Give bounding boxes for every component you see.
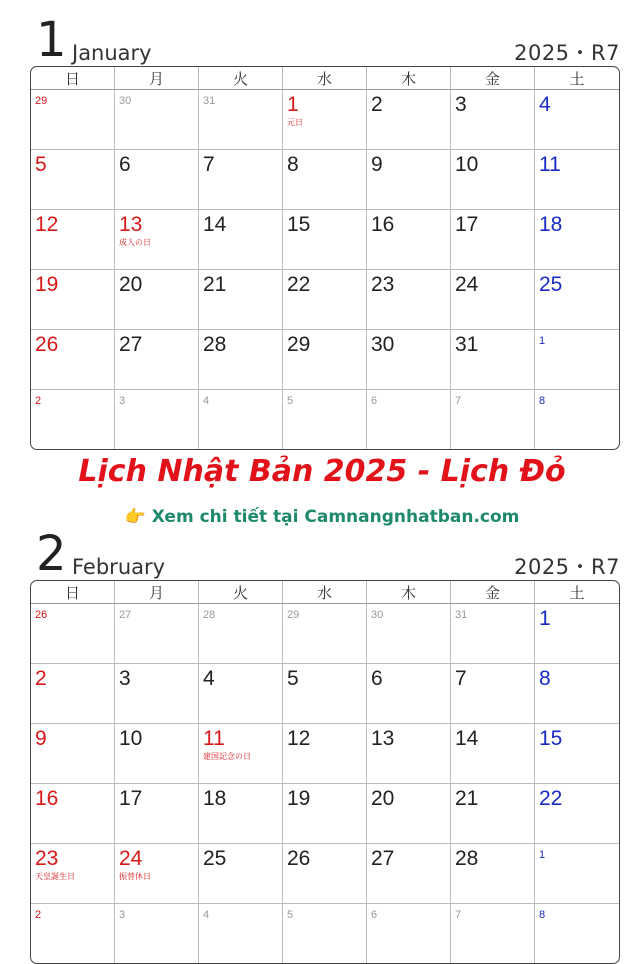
- day-cell[interactable]: [199, 904, 283, 963]
- holiday-name: 振替休日: [119, 872, 151, 881]
- holiday-name: 元日: [287, 118, 303, 127]
- weekday-header: 月: [115, 581, 199, 604]
- weekday-header: 土: [535, 67, 619, 90]
- banner-title: Lịch Nhật Bản 2025 - Lịch Đỏ: [78, 454, 566, 489]
- day-number: 23: [371, 273, 395, 296]
- day-cell[interactable]: [199, 784, 283, 844]
- day-number: 4: [203, 395, 210, 407]
- day-number: 5: [287, 395, 294, 407]
- day-number: 27: [119, 609, 132, 621]
- day-cell[interactable]: [115, 844, 199, 904]
- day-cell[interactable]: [199, 724, 283, 784]
- day-number: 21: [203, 273, 227, 296]
- day-cell[interactable]: [367, 724, 451, 784]
- week-row: [31, 844, 619, 904]
- day-cell[interactable]: [283, 210, 367, 270]
- weekday-header: 木: [367, 67, 451, 90]
- day-number: 6: [119, 153, 131, 176]
- day-cell[interactable]: [451, 664, 535, 724]
- year-label: 2025・R7: [514, 555, 620, 579]
- day-cell[interactable]: [451, 904, 535, 963]
- day-cell[interactable]: [115, 150, 199, 210]
- day-cell[interactable]: [115, 664, 199, 724]
- day-number: 31: [203, 95, 216, 107]
- day-cell[interactable]: [451, 844, 535, 904]
- day-number: 30: [371, 609, 384, 621]
- day-number: 31: [455, 609, 468, 621]
- day-cell[interactable]: [367, 904, 451, 963]
- day-cell[interactable]: [31, 330, 115, 390]
- day-number: 1: [287, 93, 299, 116]
- day-cell[interactable]: [31, 270, 115, 330]
- day-cell[interactable]: [115, 904, 199, 963]
- day-cell[interactable]: [31, 664, 115, 724]
- day-number: 24: [455, 273, 479, 296]
- day-number: 28: [455, 847, 479, 870]
- day-cell[interactable]: [367, 210, 451, 270]
- day-cell[interactable]: [283, 330, 367, 390]
- week-row: [31, 664, 619, 724]
- day-cell[interactable]: [367, 150, 451, 210]
- day-number: 20: [371, 787, 395, 810]
- day-number: 28: [203, 333, 227, 356]
- weekday-header: 月: [115, 67, 199, 90]
- day-number: 22: [539, 787, 563, 810]
- day-cell[interactable]: [31, 390, 115, 449]
- day-cell[interactable]: [535, 664, 619, 724]
- day-cell[interactable]: [283, 784, 367, 844]
- day-number: 7: [455, 667, 467, 690]
- day-number: 3: [119, 909, 126, 921]
- day-cell[interactable]: [199, 150, 283, 210]
- day-cell[interactable]: [31, 604, 115, 664]
- day-number: 2: [35, 395, 42, 407]
- holiday-name: 成人の日: [119, 238, 151, 247]
- week-row: [31, 90, 619, 150]
- weekday-header: 水: [283, 67, 367, 90]
- day-cell[interactable]: [283, 390, 367, 449]
- day-number: 30: [371, 333, 395, 356]
- month-grid: [30, 580, 620, 964]
- day-number: 6: [371, 395, 378, 407]
- weekday-header: 土: [535, 581, 619, 604]
- day-number: 11: [203, 727, 225, 750]
- day-number: 24: [119, 847, 143, 870]
- week-row: [31, 210, 619, 270]
- day-number: 14: [203, 213, 227, 236]
- month-header: [30, 14, 620, 66]
- day-number: 26: [287, 847, 311, 870]
- month-name: February: [72, 555, 166, 579]
- day-number: 6: [371, 909, 378, 921]
- day-number: 2: [35, 667, 47, 690]
- day-number: 3: [455, 93, 467, 116]
- day-number: 2: [371, 93, 383, 116]
- day-number: 5: [287, 667, 299, 690]
- day-number: 7: [203, 153, 215, 176]
- day-cell[interactable]: [283, 724, 367, 784]
- day-cell[interactable]: [283, 150, 367, 210]
- day-number: 3: [119, 667, 131, 690]
- day-number: 22: [287, 273, 311, 296]
- day-number: 27: [119, 333, 143, 356]
- day-number: 1: [539, 849, 546, 861]
- day-cell[interactable]: [199, 270, 283, 330]
- weekday-header: 木: [367, 581, 451, 604]
- day-cell[interactable]: [451, 604, 535, 664]
- day-number: 7: [455, 395, 462, 407]
- day-cell[interactable]: [367, 604, 451, 664]
- day-cell[interactable]: [451, 270, 535, 330]
- day-cell[interactable]: [199, 210, 283, 270]
- week-row: [31, 150, 619, 210]
- day-number: 12: [287, 727, 311, 750]
- day-number: 4: [203, 909, 210, 921]
- day-cell[interactable]: [283, 664, 367, 724]
- holiday-name: 天皇誕生日: [35, 872, 75, 881]
- weekday-header-row: [31, 581, 619, 604]
- month-grid: [30, 66, 620, 450]
- day-number: 5: [35, 153, 47, 176]
- week-row: [31, 784, 619, 844]
- day-cell[interactable]: [367, 270, 451, 330]
- day-cell[interactable]: [367, 390, 451, 449]
- day-cell[interactable]: [535, 210, 619, 270]
- day-number: 31: [455, 333, 479, 356]
- day-cell[interactable]: [367, 844, 451, 904]
- day-cell[interactable]: [199, 664, 283, 724]
- day-cell[interactable]: [451, 330, 535, 390]
- day-cell[interactable]: [535, 904, 619, 963]
- week-row: [31, 604, 619, 664]
- week-row: [31, 724, 619, 784]
- day-number: 1: [539, 335, 546, 347]
- day-number: 25: [203, 847, 227, 870]
- day-number: 18: [203, 787, 227, 810]
- day-number: 26: [35, 333, 59, 356]
- weekday-header: 水: [283, 581, 367, 604]
- day-number: 1: [539, 607, 551, 630]
- day-cell[interactable]: [535, 90, 619, 150]
- weekday-header-row: [31, 67, 619, 90]
- day-cell[interactable]: [535, 330, 619, 390]
- month-number: 1: [36, 12, 67, 68]
- day-number: 23: [35, 847, 59, 870]
- day-number: 5: [287, 909, 294, 921]
- day-number: 8: [539, 909, 546, 921]
- day-cell[interactable]: [451, 210, 535, 270]
- day-cell[interactable]: [115, 270, 199, 330]
- day-cell[interactable]: [535, 724, 619, 784]
- week-row: [31, 330, 619, 390]
- day-number: 28: [203, 609, 216, 621]
- day-number: 15: [539, 727, 563, 750]
- day-cell[interactable]: [115, 330, 199, 390]
- day-number: 29: [35, 95, 48, 107]
- day-cell[interactable]: [115, 724, 199, 784]
- day-cell[interactable]: [451, 150, 535, 210]
- day-cell[interactable]: [535, 270, 619, 330]
- month-name: January: [72, 41, 152, 65]
- day-cell[interactable]: [199, 330, 283, 390]
- day-cell[interactable]: [535, 784, 619, 844]
- day-cell[interactable]: [31, 844, 115, 904]
- day-cell[interactable]: [199, 604, 283, 664]
- day-cell[interactable]: [31, 90, 115, 150]
- day-number: 21: [455, 787, 479, 810]
- day-number: 4: [539, 93, 551, 116]
- day-number: 8: [287, 153, 299, 176]
- day-number: 2: [35, 909, 42, 921]
- week-row: [31, 390, 619, 449]
- day-number: 16: [371, 213, 395, 236]
- day-cell[interactable]: [367, 784, 451, 844]
- day-cell[interactable]: [199, 844, 283, 904]
- day-number: 19: [35, 273, 59, 296]
- day-cell[interactable]: [535, 844, 619, 904]
- day-number: 13: [119, 213, 143, 236]
- calendar-january: [30, 14, 620, 450]
- day-number: 30: [119, 95, 132, 107]
- day-cell[interactable]: [283, 844, 367, 904]
- day-cell[interactable]: [283, 90, 367, 150]
- day-number: 29: [287, 609, 300, 621]
- day-number: 29: [287, 333, 311, 356]
- weekday-header: 日: [31, 67, 115, 90]
- week-row: [31, 904, 619, 963]
- day-number: 8: [539, 395, 546, 407]
- day-cell[interactable]: [283, 270, 367, 330]
- day-number: 15: [287, 213, 311, 236]
- day-cell[interactable]: [31, 210, 115, 270]
- month-number: 2: [36, 526, 67, 582]
- day-cell[interactable]: [115, 210, 199, 270]
- day-number: 6: [371, 667, 383, 690]
- day-number: 11: [539, 153, 561, 176]
- day-cell[interactable]: [367, 330, 451, 390]
- year-label: 2025・R7: [514, 41, 620, 65]
- day-cell[interactable]: [31, 784, 115, 844]
- day-cell[interactable]: [283, 904, 367, 963]
- day-number: 27: [371, 847, 395, 870]
- day-cell[interactable]: [115, 784, 199, 844]
- day-number: 13: [371, 727, 395, 750]
- day-cell[interactable]: [199, 390, 283, 449]
- day-cell[interactable]: [535, 150, 619, 210]
- day-cell[interactable]: [367, 90, 451, 150]
- day-number: 25: [539, 273, 563, 296]
- banner-subtitle[interactable]: [0, 506, 644, 528]
- weekday-header: 金: [451, 581, 535, 604]
- day-number: 14: [455, 727, 479, 750]
- day-cell[interactable]: [535, 604, 619, 664]
- day-cell[interactable]: [451, 724, 535, 784]
- day-number: 19: [287, 787, 311, 810]
- day-number: 20: [119, 273, 143, 296]
- day-number: 17: [455, 213, 479, 236]
- week-row: [31, 270, 619, 330]
- day-number: 9: [35, 727, 47, 750]
- day-number: 4: [203, 667, 215, 690]
- day-cell[interactable]: [199, 90, 283, 150]
- day-number: 3: [119, 395, 126, 407]
- holiday-name: 建国記念の日: [203, 752, 251, 761]
- month-header: [30, 528, 620, 580]
- weekday-header: 金: [451, 67, 535, 90]
- weekday-header: 火: [199, 581, 283, 604]
- day-number: 26: [35, 609, 48, 621]
- day-cell[interactable]: [115, 90, 199, 150]
- day-number: 18: [539, 213, 563, 236]
- pointing-hand-icon: 👉: [124, 507, 146, 527]
- day-cell[interactable]: [451, 390, 535, 449]
- day-cell[interactable]: [367, 664, 451, 724]
- day-number: 8: [539, 667, 551, 690]
- day-cell[interactable]: [535, 390, 619, 449]
- banner-subtitle-text: Xem chi tiết tại Camnangnhatban.com: [151, 507, 520, 527]
- calendar-february: [30, 528, 620, 964]
- day-number: 10: [119, 727, 143, 750]
- day-cell[interactable]: [31, 724, 115, 784]
- day-cell[interactable]: [451, 784, 535, 844]
- day-cell[interactable]: [31, 904, 115, 963]
- day-number: 17: [119, 787, 143, 810]
- day-number: 9: [371, 153, 383, 176]
- day-number: 16: [35, 787, 59, 810]
- day-number: 7: [455, 909, 462, 921]
- day-cell[interactable]: [115, 390, 199, 449]
- weekday-header: 火: [199, 67, 283, 90]
- day-number: 10: [455, 153, 479, 176]
- day-cell[interactable]: [115, 604, 199, 664]
- day-number: 12: [35, 213, 59, 236]
- weekday-header: 日: [31, 581, 115, 604]
- day-cell[interactable]: [283, 604, 367, 664]
- day-cell[interactable]: [31, 150, 115, 210]
- day-cell[interactable]: [451, 90, 535, 150]
